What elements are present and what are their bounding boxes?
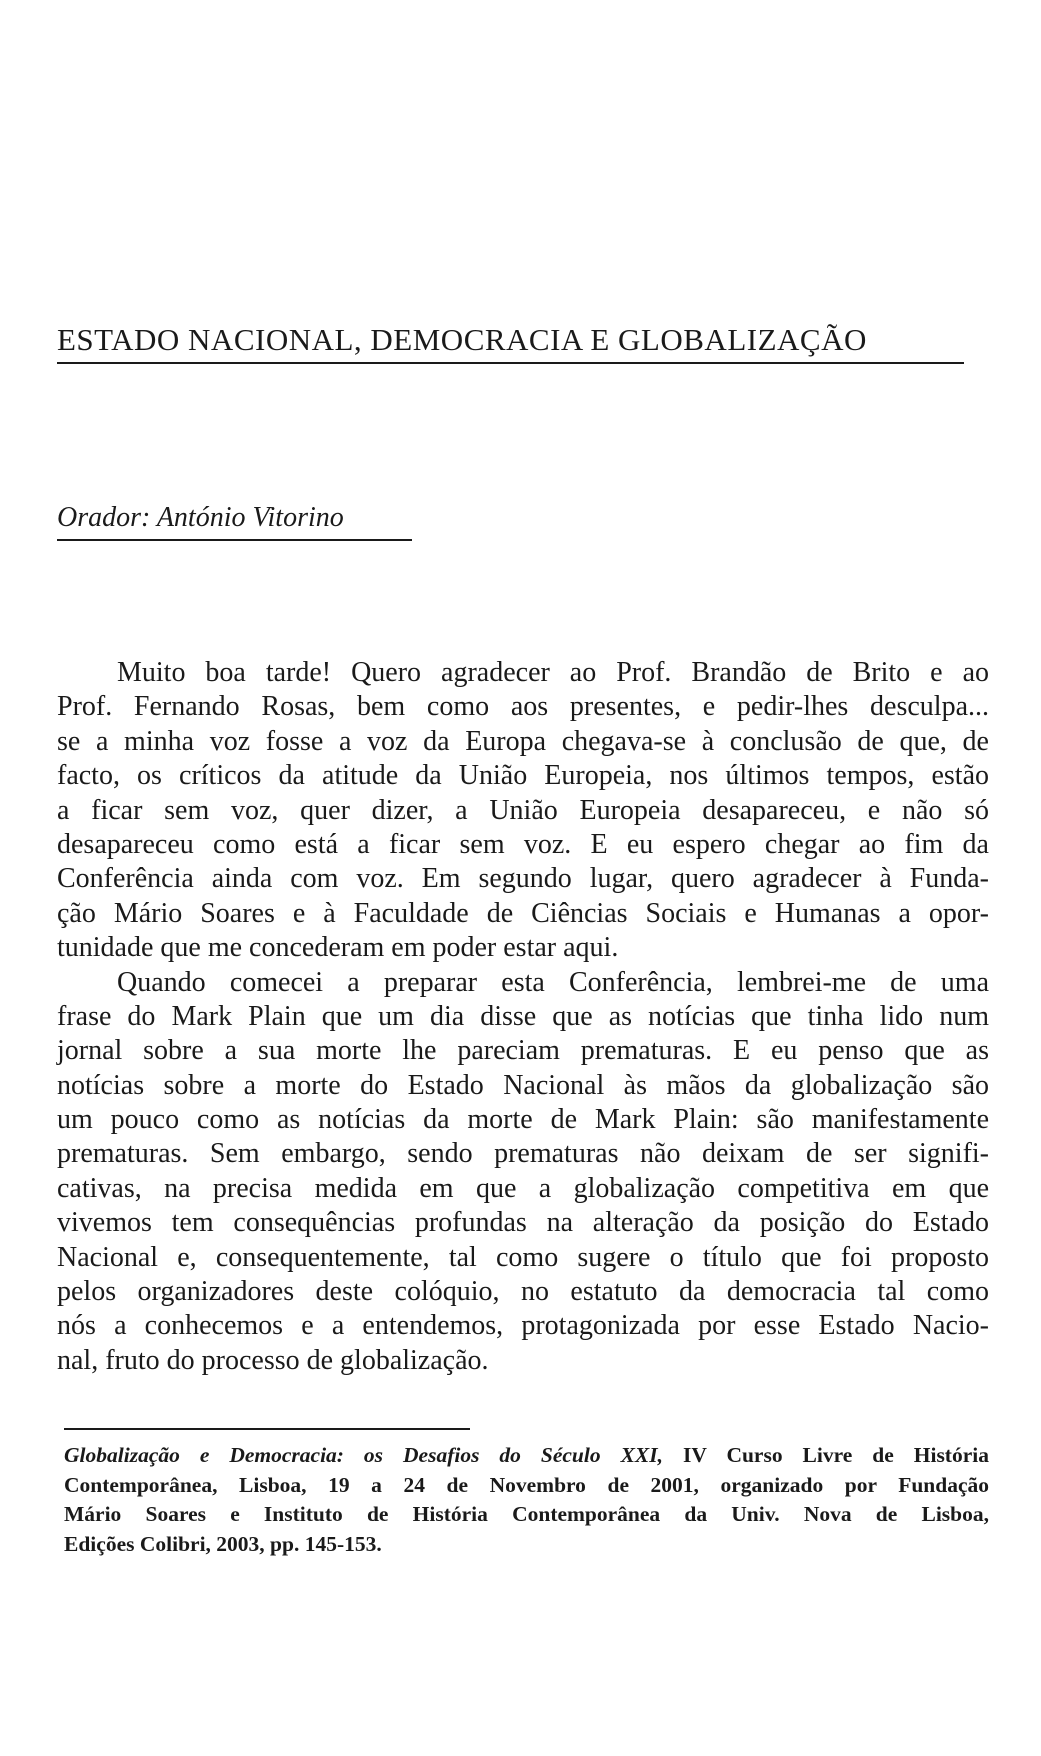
document-title: ESTADO NACIONAL, DEMOCRACIA E GLOBALIZAÇÃO [57,322,867,357]
paragraph-2-line: notícias sobre a morte do Estado Nacional às mãos da globalização são [57,1069,989,1101]
paragraph-1-line: tunidade que me concederam em poder estar aqui. [57,932,619,964]
paragraph-1-line: Conferência ainda com voz. Em segundo lugar, quero agradecer à Funda- [57,863,989,895]
footnote-line-1-rest: IV Curso Livre de História [663,1443,989,1467]
paragraph-2-line: jornal sobre a sua morte lhe pareciam prematuras. E eu penso que as [57,1035,989,1067]
paragraph-1-line: Prof. Fernando Rosas, bem como aos presentes, e pedir-lhes desculpa... [57,691,989,723]
paragraph-2-line: nal, fruto do processo de globalização. [57,1344,489,1376]
paragraph-1-line: se a minha voz fosse a voz da Europa chegava-se à conclusão de que, de [57,725,989,757]
paragraph-1-line: ção Mário Soares e à Faculdade de Ciências Sociais e Humanas a opor- [57,897,989,929]
footnote-line: Edições Colibri, 2003, pp. 145-153. [64,1531,382,1556]
paragraph-2-line: nós a conhecemos e a entendemos, protagonizada por esse Estado Nacio- [57,1310,989,1342]
footnote-line [64,1441,989,1471]
paragraph-1-line: Muito boa tarde! Quero agradecer ao Prof. Brandão de Brito e ao [117,657,989,688]
title-underline [57,362,964,364]
footnote-line: Mário Soares e Instituto de História Contemporânea da Univ. Nova de Lisboa, [64,1502,989,1526]
footnote-separator [64,1428,470,1430]
paragraph-2-line: frase do Mark Plain que um dia disse que as notícias que tinha lido num [57,1000,989,1032]
paragraph-1-line: a ficar sem voz, quer dizer, a União Europeia desapareceu, e não só [57,794,989,826]
footnote-line: Contemporânea, Lisboa, 19 a 24 de Novembro de 2001, organizado por Fundação [64,1472,989,1497]
paragraph-2-line: vivemos tem consequências profundas na alteração da posição do Estado [57,1207,989,1239]
footnote [64,1441,989,1559]
paragraph-2-line: um pouco como as notícias da morte de Mark Plain: são manifestamente [57,1104,989,1136]
footnote-book-title: Globalização e Democracia: os Desafios do Século XXI, [64,1443,663,1467]
paragraph-2-line: pelos organizadores deste colóquio, no estatuto da democracia tal como [57,1276,989,1308]
paragraph-1-line: desapareceu como está a ficar sem voz. E eu espero chegar ao fim da [57,828,989,860]
paragraph-2-line: cativas, na precisa medida em que a globalização competitiva em que [57,1172,989,1204]
body-text [57,656,989,1378]
speaker-line: Orador: António Vitorino [57,502,344,533]
speaker-underline [57,539,412,541]
paragraph-2-line: Nacional e, consequentemente, tal como sugere o título que foi proposto [57,1241,989,1273]
paragraph-1-line: facto, os críticos da atitude da União Europeia, nos últimos tempos, estão [57,760,989,792]
paragraph-2-line: Quando comecei a preparar esta Conferência, lembrei-me de uma [117,966,989,998]
paragraph-2-line: prematuras. Sem embargo, sendo prematuras não deixam de ser signifi- [57,1138,989,1170]
